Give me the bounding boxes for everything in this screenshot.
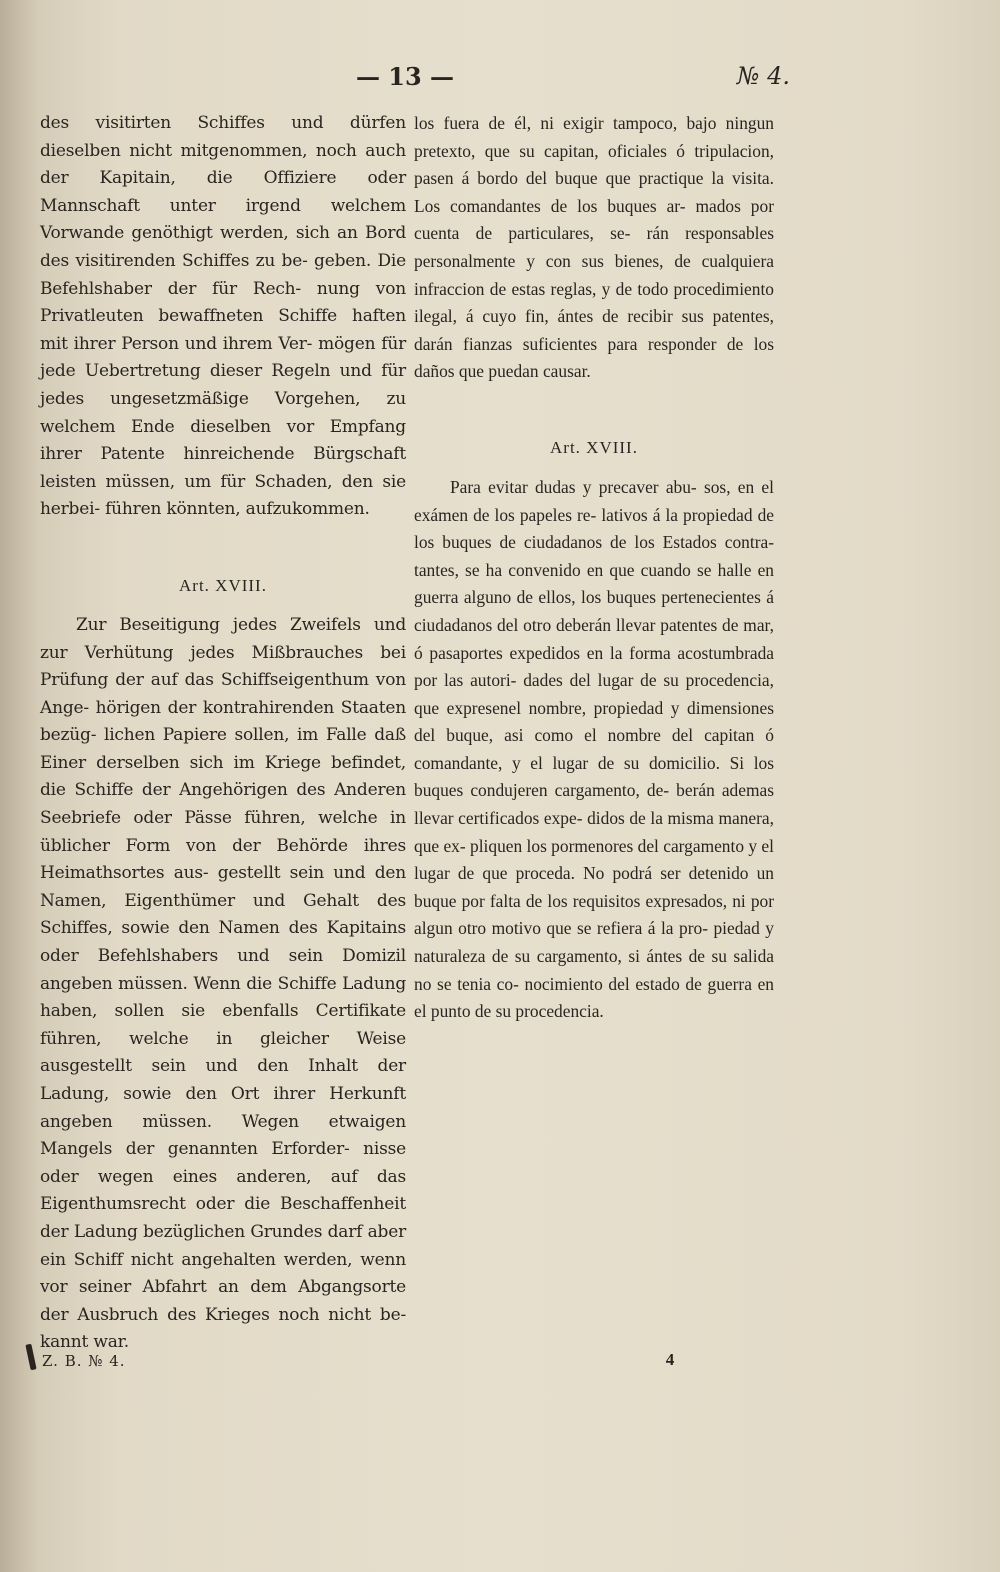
spanish-article-heading: Art. XVIII. [550, 437, 638, 457]
spanish-paragraph-continued: los fuera de él, ni exigir tampoco, bajo ningun pretexto, que su capitan, oficiales ó tripulacion, pasen á bordo del buque que practique la visita. Los comandantes de los buques ar- mados por cuenta de particulares, se- rán responsables personalmente y con sus bienes, de cualquiera infraccion de estas reglas, y de todo procedimiento ilegal, á cuyo fin, ántes de recibir sus patentes, darán fianzas suficientes para responder de los daños que puedan causar. [414, 113, 774, 382]
german-article-text: Zur Beseitigung jedes Zweifels und zur Verhütung jedes Mißbrauches bei Prüfung der auf das Schiffseigenthum von Ange- hörigen der kontrahirenden Staaten bezüg- lichen Papiere sollen, im Falle daß Einer derselben sich im Kriege befindet, die Schiffe der Angehörigen des Anderen Seebriefe oder Pässe führen, welche in üblicher Form von der Behörde ihres Heimathsortes aus- gestellt sein und den Namen, Eigenthümer und Gehalt des Schiffes, sowie den Namen des Kapitains oder Befehlshabers und sein Domizil angeben müssen. Wenn die Schiffe Ladung haben, sollen sie ebenfalls Certifikate führen, welche in gleicher Weise ausgestellt sein und den Inhalt der Ladung, sowie den Ort ihrer Herkunft angeben müssen. Wegen etwaigen Mangels der genannten Erforder- nisse oder wegen eines anderen, auf das Eigenthumsrecht oder die Beschaffenheit der Ladung bezüglichen Grundes darf aber ein Schiff nicht angehalten werden, wenn vor seiner Abfahrt an dem Abgangsorte der Ausbruch des Krieges noch nicht be- kannt war. [40, 614, 406, 1353]
spanish-column [414, 110, 774, 1026]
german-article-heading: Art. XVIII. [179, 575, 267, 595]
spanish-article-text: Para evitar dudas y precaver abu- sos, en el exámen de los papeles re- lativos á la propiedad de los buques de ciudadanos de los Estados contra- tantes, se ha convenido en que cuando se halle en guerra alguno de ellos, los buques pertenecientes á ciudadanos del otro deberán llevar patentes de mar, ó pasaportes expedidos en la forma acostumbrada por las autori- dades del lugar de su procedencia, que expresenel nombre, propiedad y dimensiones del buque, asi como el nombre del capitan ó comandante, y el lugar de su domicilio. Si los buques condujeren cargamento, de- berán ademas llevar certificados expe- didos de la misma manera, que ex- pliquen los pormenores del cargamento y el lugar de que proceda. No podrá ser detenido un buque por falta de los requisitos expresados, ni por algun otro motivo que se refiera á la pro- piedad y naturaleza de su cargamento, si ántes de su salida no se tenia co- nocimiento del estado de guerra en el punto de su procedencia. [414, 476, 774, 1022]
german-column [40, 110, 406, 1357]
sheet-number: № 4. [736, 62, 790, 90]
page-header [0, 62, 1000, 92]
signature-mark: Z. B. № 4. [42, 1352, 126, 1370]
signature-number: 4 [665, 1350, 675, 1369]
ink-mark [25, 1344, 36, 1371]
page-number: — 13 — [355, 62, 455, 91]
german-paragraph-continued: des visitirten Schiffes und dürfen dieselben nicht mitgenommen, noch auch der Kapitain, die Offiziere oder Mannschaft unter irgend welchem Vorwande genöthigt werden, sich an Bord des visitirenden Schiffes zu be- geben. Die Befehlshaber der für Rech- nung von Privatleuten bewaffneten Schiffe haften mit ihrer Person und ihrem Ver- mögen für jede Uebertretung dieser Regeln und für jedes ungesetzmäßige Vorgehen, zu welchem Ende dieselben vor Empfang ihrer Patente hinreichende Bürgschaft leisten müssen, um für Schaden, den sie herbei- führen könnten, aufzukommen. [40, 113, 406, 520]
